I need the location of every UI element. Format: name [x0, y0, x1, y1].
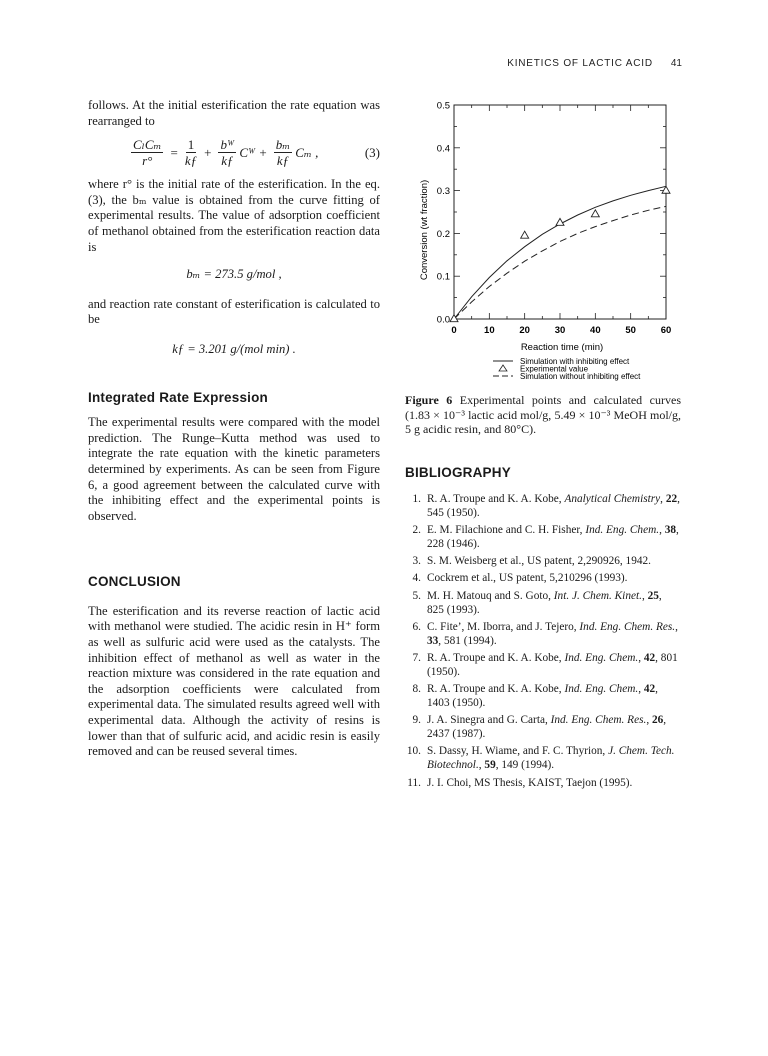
- reference-text: J. A. Sinegra and G. Carta, Ind. Eng. Chem. Res., 26, 2437 (1987).: [427, 714, 667, 741]
- reference-text: S. Dassy, H. Wiame, and F. C. Thyrion, J. Chem. Tech. Biotechnol., 59, 149 (1994).: [427, 745, 675, 772]
- eq3-term1: $\frac{1}{kƒ}$: [184, 137, 198, 169]
- reference-text: R. A. Troupe and K. A. Kobe, Ind. Eng. Chem., 42, 801 (1950).: [427, 651, 678, 678]
- reference-text: J. I. Choi, MS Thesis, KAIST, Taejon (1995).: [427, 776, 633, 789]
- reference-number: 9.: [412, 714, 421, 727]
- chart-markers: [450, 186, 670, 321]
- eq3-lhs-fraction: $\frac{\text{CₗCₘ}}{r^\circ}$: [133, 137, 162, 169]
- reference-item: [405, 571, 681, 585]
- y-tick-label: 0.4: [436, 143, 450, 155]
- reference-number: 5.: [412, 589, 421, 602]
- reference-item: [405, 744, 681, 772]
- experimental-point: [521, 231, 529, 238]
- x-tick-label: 50: [625, 325, 636, 336]
- legend-entry: Simulation with inhibiting effect: [520, 357, 630, 366]
- equation-bm: bₘ = 273.5 g/mol ,: [186, 267, 282, 282]
- x-tick-label: 0: [451, 325, 457, 336]
- y-axis-label: Conversion (wt fraction): [419, 179, 430, 281]
- x-tick-label: 40: [590, 325, 601, 336]
- reference-item: [405, 713, 681, 741]
- equation-number: (3): [364, 144, 380, 160]
- running-title: KINETICS OF LACTIC ACID: [507, 58, 653, 69]
- reference-item: [405, 651, 681, 679]
- heading-conclusion: CONCLUSION: [88, 574, 181, 590]
- eq3-term3: $\frac{\text{bₘ}}{kƒ}$: [275, 137, 291, 169]
- experimental-point: [591, 210, 599, 217]
- reference-number: 2.: [412, 523, 421, 536]
- series-line-with-inhibiting: [454, 186, 666, 319]
- reference-number: 1.: [412, 492, 421, 505]
- paragraph-intro: follows. At the initial esterification the rate equation was rearranged to: [88, 98, 380, 128]
- legend-entry: Simulation without inhibiting effect: [520, 372, 641, 381]
- running-header: [507, 58, 682, 69]
- reference-list: [405, 492, 681, 790]
- y-tick-label: 0.0: [436, 314, 450, 326]
- figure-6-chart: [405, 93, 681, 389]
- reference-number: 6.: [412, 620, 421, 633]
- figure-caption: [405, 393, 681, 437]
- left-column: [88, 98, 380, 760]
- paragraph-integrated: The experimental results were compared with the model prediction. The Runge–Kutta method was used to integrate the rate equation with the kinetic parameters determined by experiments. As can be seen from Figure 6, a good agreement between the calculated curve with the inhibiting effect and the experimental points is observed.: [88, 415, 380, 523]
- chart-tick-labels: [437, 101, 672, 337]
- chart-ticks: [454, 105, 666, 319]
- chart-axes: [454, 105, 666, 319]
- reference-text: S. M. Weisberg et al., US patent, 2,290926, 1942.: [427, 555, 651, 568]
- reference-item: [405, 776, 681, 790]
- chart-svg: [405, 93, 681, 389]
- legend-swatch-triangle: [499, 365, 507, 371]
- reference-item: [405, 492, 681, 520]
- heading-integrated-rate: Integrated Rate Expression: [88, 389, 269, 405]
- reference-number: 4.: [412, 572, 421, 585]
- x-tick-label: 20: [519, 325, 530, 336]
- experimental-point: [556, 218, 564, 225]
- reference-number: 3.: [412, 555, 421, 568]
- paragraph-rate-constant: and reaction rate constant of esterification is calculated to be: [88, 296, 380, 327]
- chart-legend: [493, 357, 641, 381]
- y-tick-label: 0.1: [436, 271, 450, 283]
- paragraph-where: where r° is the initial rate of the esterification. In the eq. (3), the bₘ value is obtained from the curve fitting of experimental results. The value of adsorption coefficient of methanol obtained from the esterification reaction data is: [88, 177, 380, 254]
- x-axis-label: Reaction time (min): [520, 342, 604, 353]
- reference-item: [405, 620, 681, 648]
- reference-text: Cockrem et al., US patent, 5,210296 (1993).: [427, 572, 628, 585]
- x-tick-label: 10: [484, 325, 495, 336]
- right-column: [405, 93, 681, 793]
- equation-3: $\frac{\text{CₗCₘ}}{r^\circ}$ = $\frac{1}{kƒ}$ + $\frac{\text{bᵂ}}{kƒ}$ Cᵂ + $\frac{\text{bₘ}}{kƒ}$ Cₘ , (3): [133, 137, 380, 169]
- reference-number: 8.: [412, 683, 421, 696]
- page-number: 41: [670, 58, 682, 69]
- reference-number: 10.: [406, 745, 421, 758]
- reference-number: 11.: [407, 776, 421, 789]
- reference-text: E. M. Filachione and C. H. Fisher, Ind. Eng. Chem., 38, 228 (1946).: [427, 523, 679, 550]
- reference-text: R. A. Troupe and K. A. Kobe, Ind. Eng. Chem., 42, 1403 (1950).: [427, 683, 658, 710]
- legend-entry: Experimental value: [520, 364, 589, 374]
- plot-frame: [454, 105, 666, 319]
- figure-label: Figure 6: [405, 393, 453, 407]
- y-tick-label: 0.5: [436, 100, 450, 112]
- x-tick-label: 30: [554, 325, 566, 336]
- reference-text: C. Fite’, M. Iborra, and J. Tejero, Ind. Eng. Chem. Res., 33, 581 (1994).: [427, 620, 678, 647]
- y-tick-label: 0.2: [436, 228, 450, 240]
- reference-text: M. H. Matouq and S. Goto, Int. J. Chem. Kinet., 25, 825 (1993).: [427, 589, 662, 616]
- heading-bibliography: BIBLIOGRAPHY: [405, 464, 511, 480]
- chart-lines: [454, 186, 666, 319]
- y-tick-label: 0.3: [436, 186, 450, 198]
- figure-caption-text: Experimental points and calculated curves (1.83 × 10⁻³ lactic acid mol/g, 5.49 × 10⁻³ MeOH mol/g, 5 g acidic resin, and 80°C).: [405, 393, 681, 437]
- eq3-term2: $\frac{\text{bᵂ}}{kƒ}$: [220, 137, 235, 169]
- reference-item: [405, 589, 681, 617]
- equation-kf: kƒ = 3.201 g/(mol min) .: [172, 341, 296, 356]
- x-tick-label: 60: [660, 325, 672, 336]
- reference-item: [405, 523, 681, 551]
- reference-text: R. A. Troupe and K. A. Kobe, Analytical Chemistry, 22, 545 (1950).: [427, 492, 680, 519]
- reference-number: 7.: [412, 651, 421, 664]
- paragraph-conclusion: The esterification and its reverse reaction of lactic acid with methanol were studied. The acidic resin in H⁺ form as well as sulfuric acid were used as the catalysts. The inhibition effect of methanol as well as water in the reaction mixture was considered in the rate equation and the adsorption coefficients were calculated from experimental data. The simulated results agreed well with experimental data. Although the activity of resins is lower than that of sulfuric acid, and acidic resin is easily removed and can be reused several times.: [88, 603, 380, 759]
- reference-item: [405, 682, 681, 710]
- reference-item: [405, 554, 681, 568]
